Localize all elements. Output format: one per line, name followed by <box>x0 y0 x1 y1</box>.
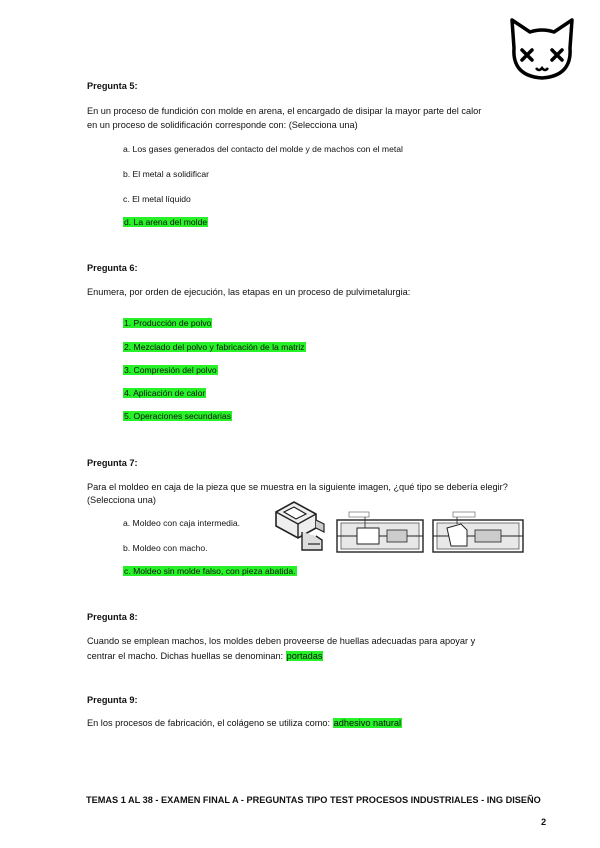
question-9-text: En los procesos de fabricación, el colágeno se utiliza como: <box>87 718 331 728</box>
question-8-text-line1: Cuando se emplean machos, los moldes deben proveerse de huellas adecuadas para apoyar y <box>87 636 476 646</box>
question-5-option-b: b. El metal a solidificar <box>123 169 209 179</box>
question-7-title: Pregunta 7: <box>87 458 138 468</box>
piece-illustration <box>272 498 330 554</box>
question-6-step-3: 3. Compresión del polvo <box>124 365 217 375</box>
question-8-text-line2 <box>87 650 323 663</box>
question-8-answer: portadas <box>286 651 323 661</box>
question-5-option-c: c. El metal líquido <box>123 194 191 204</box>
question-5-text-line1: En un proceso de fundición con molde en arena, el encargado de disipar la mayor parte del calor <box>87 106 482 116</box>
question-7-option-b: b. Moldeo con macho. <box>123 543 208 553</box>
question-6-step-4: 4. Aplicación de calor <box>124 388 206 398</box>
page-number: 2 <box>541 817 547 827</box>
question-9-line <box>87 717 402 730</box>
question-8-text-line2-body: centrar el macho. Dichas huellas se denominan: <box>87 651 284 661</box>
question-7-text-line1: Para el moldeo en caja de la pieza que se muestra en la siguiente imagen, ¿qué tipo se debería elegir? <box>87 482 508 492</box>
question-8-title: Pregunta 8: <box>87 612 138 622</box>
question-7-option-a: a. Moldeo con caja intermedia. <box>123 518 241 528</box>
mold-section-illustration <box>335 510 527 556</box>
question-5-option-a: a. Los gases generados del contacto del molde y de machos con el metal <box>123 144 403 154</box>
cat-logo-icon <box>506 14 578 86</box>
question-9-title: Pregunta 9: <box>87 695 138 705</box>
question-7-text-line2: (Selecciona una) <box>87 495 156 505</box>
question-6-step-5: 5. Operaciones secundarias <box>124 411 232 421</box>
question-5-text-line2: en un proceso de solidificación corresponde con: (Selecciona una) <box>87 120 358 130</box>
question-6-title: Pregunta 6: <box>87 263 138 273</box>
question-6-step-1: 1. Producción de polvo <box>124 318 212 328</box>
question-5-title: Pregunta 5: <box>87 81 138 91</box>
question-6-step-2: 2. Mezclado del polvo y fabricación de la matriz <box>124 342 305 352</box>
question-6-text: Enumera, por orden de ejecución, las etapas en un proceso de pulvimetalurgia: <box>87 287 411 297</box>
question-5-option-d-answer: d. La arena del molde <box>124 217 208 227</box>
question-9-answer: adhesivo natural <box>333 718 402 728</box>
question-7-option-c-answer: c. Moldeo sin molde falso, con pieza abatida. <box>124 566 296 576</box>
page-footer: TEMAS 1 AL 38 - EXAMEN FINAL A - PREGUNTAS TIPO TEST PROCESOS INDUSTRIALES - ING DISEÑO <box>86 795 541 805</box>
